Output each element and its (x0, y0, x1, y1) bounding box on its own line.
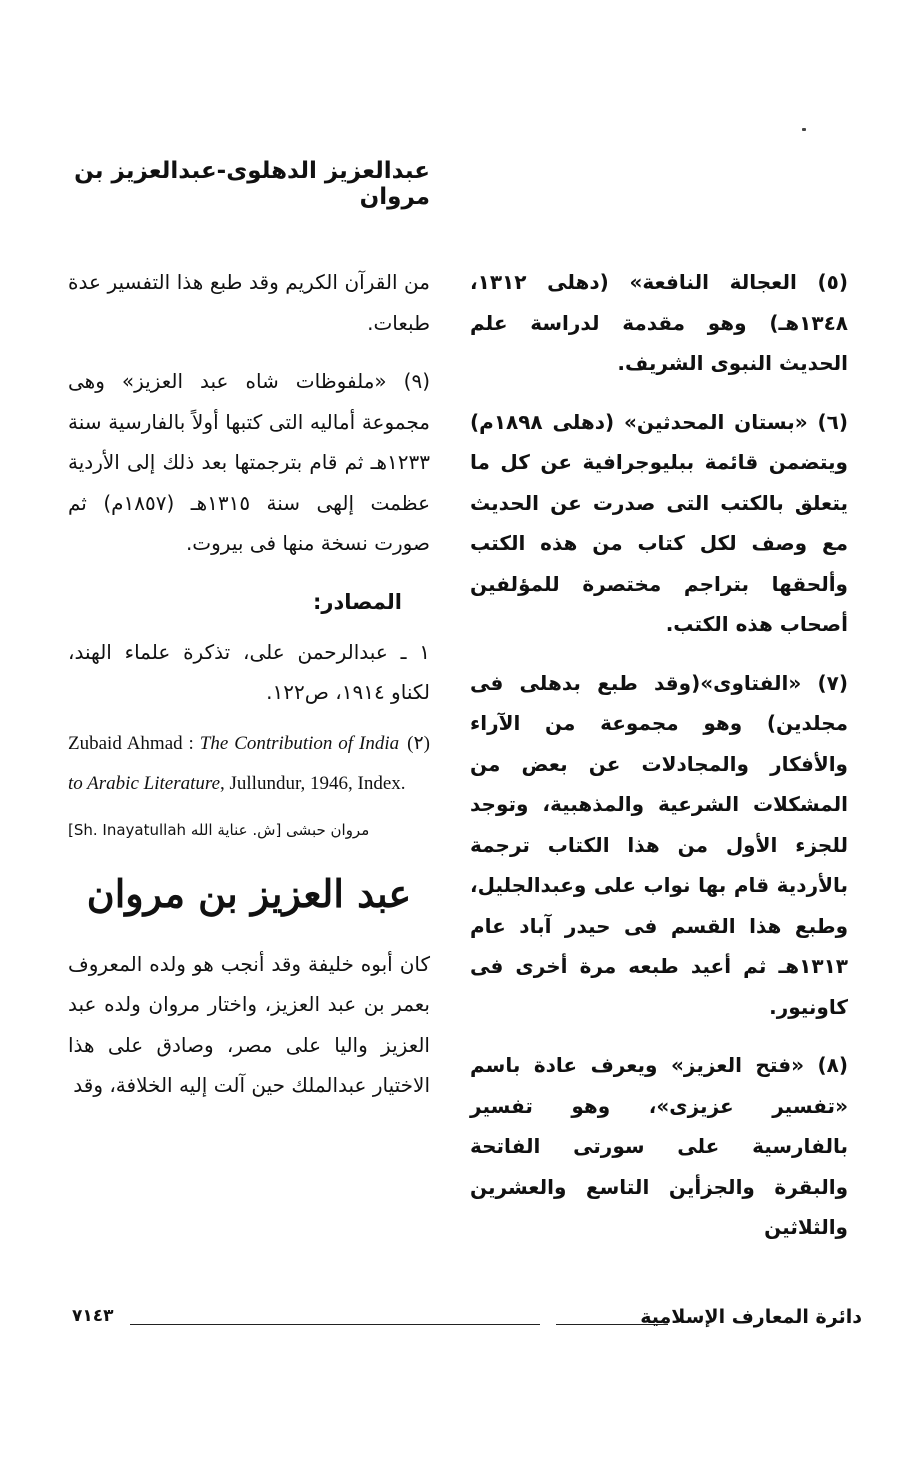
right-column (470, 262, 848, 1266)
scan-speck (802, 128, 806, 131)
entry-7-paragraph: (٧) «الفتاوى»(وقد طبع بدهلى فى مجلدين) وهو مجموعة من الآراء والأفكار والمجادلات عن بعض من المشكلات الشرعية والمذهبية، وتوجد للجزء الأول من هذا الكتاب ترجمة بالأردية قام بها نواب على وعبدالجليل، وطبع هذا القسم فى حيدر آباد عام ١٣١٣هـ ثم أعيد طبعه مرة أخرى فى كاونيور. (470, 670, 848, 1019)
entry-8-paragraph: (٨) «فتح العزيز» ويعرف عادة باسم «تفسير عزيزى»، وهو تفسير بالفارسية على سورتى الفاتحة والبقرة والجزأين التاسع والعشرين والثلاثين (470, 1053, 848, 1239)
footer-rule-left (130, 1324, 540, 1325)
source-2-title: The Contribution of India to Arabic Literature (68, 732, 400, 794)
article-paragraph: كان أبوه خليفة وقد أنجب هو ولده المعروف بعمر بن عبد العزيز، واختار مروان ولده عبد العزيز واليا على مصر، وصادق على هذا الاختيار عبدالملك حين آلت إليه الخلافة، وقد (68, 951, 430, 1097)
author-signature: مروان حبشى [ش. عناية الله Sh. Inayatullah] (68, 820, 370, 839)
article-title: عبد العزيز بن مروان (86, 870, 412, 916)
continuation-paragraph: من القرآن الكريم وقد طبع هذا التفسير عدة طبعات. (68, 270, 430, 335)
entry-6-paragraph: (٦) «بستان المحدثين» (دهلى ١٨٩٨م) ويتضمن قائمة ببليوجرافية عن كل ما يتعلق بالكتب التى صدرت عن الحديث مع وصف لكل كتاب من هذه الكتب وألحقها بتراجم مختصرة للمؤلفين أصحاب هذه الكتب. (470, 409, 848, 636)
page-number: ٧١٤٣ (72, 1306, 114, 1326)
source-2-number: (٢) (407, 732, 430, 754)
sources-heading: المصادر: (312, 589, 402, 614)
entry-9-paragraph: (٩) «ملفوظات شاه عبد العزيز» وهى مجموعة أماليه التى كتبها أولاً بالفارسية سنة ١٢٣٣هـ ثم قام بترجمتها بعد ذلك إلى الأردية عظمت إلهى سنة ١٣١٥هـ (١٨٥٧م) ثم صورت نسخة منها فى بيروت. (68, 369, 430, 555)
left-column (68, 262, 430, 1124)
source-1: ١ ـ عبدالرحمن على، تذكرة علماء الهند، لكناو ١٩١٤، ص١٢٢. (68, 639, 430, 704)
journal-name: دائرة المعارف الإسلامية (640, 1306, 862, 1328)
page-footer (72, 1306, 862, 1336)
source-2-author: Zubaid Ahmad : (68, 732, 200, 754)
running-header: عبدالعزيز الدهلوى-عبدالعزيز بن مروان (74, 158, 430, 210)
source-2-rest: , Jullundur, 1946, Index. (220, 772, 406, 794)
entry-5-paragraph: (٥) العجالة النافعة» (دهلى ١٣١٢، ١٣٤٨هـ) وهو مقدمة لدراسة علم الحديث النبوى الشريف. (470, 270, 848, 375)
source-2 (68, 724, 430, 804)
